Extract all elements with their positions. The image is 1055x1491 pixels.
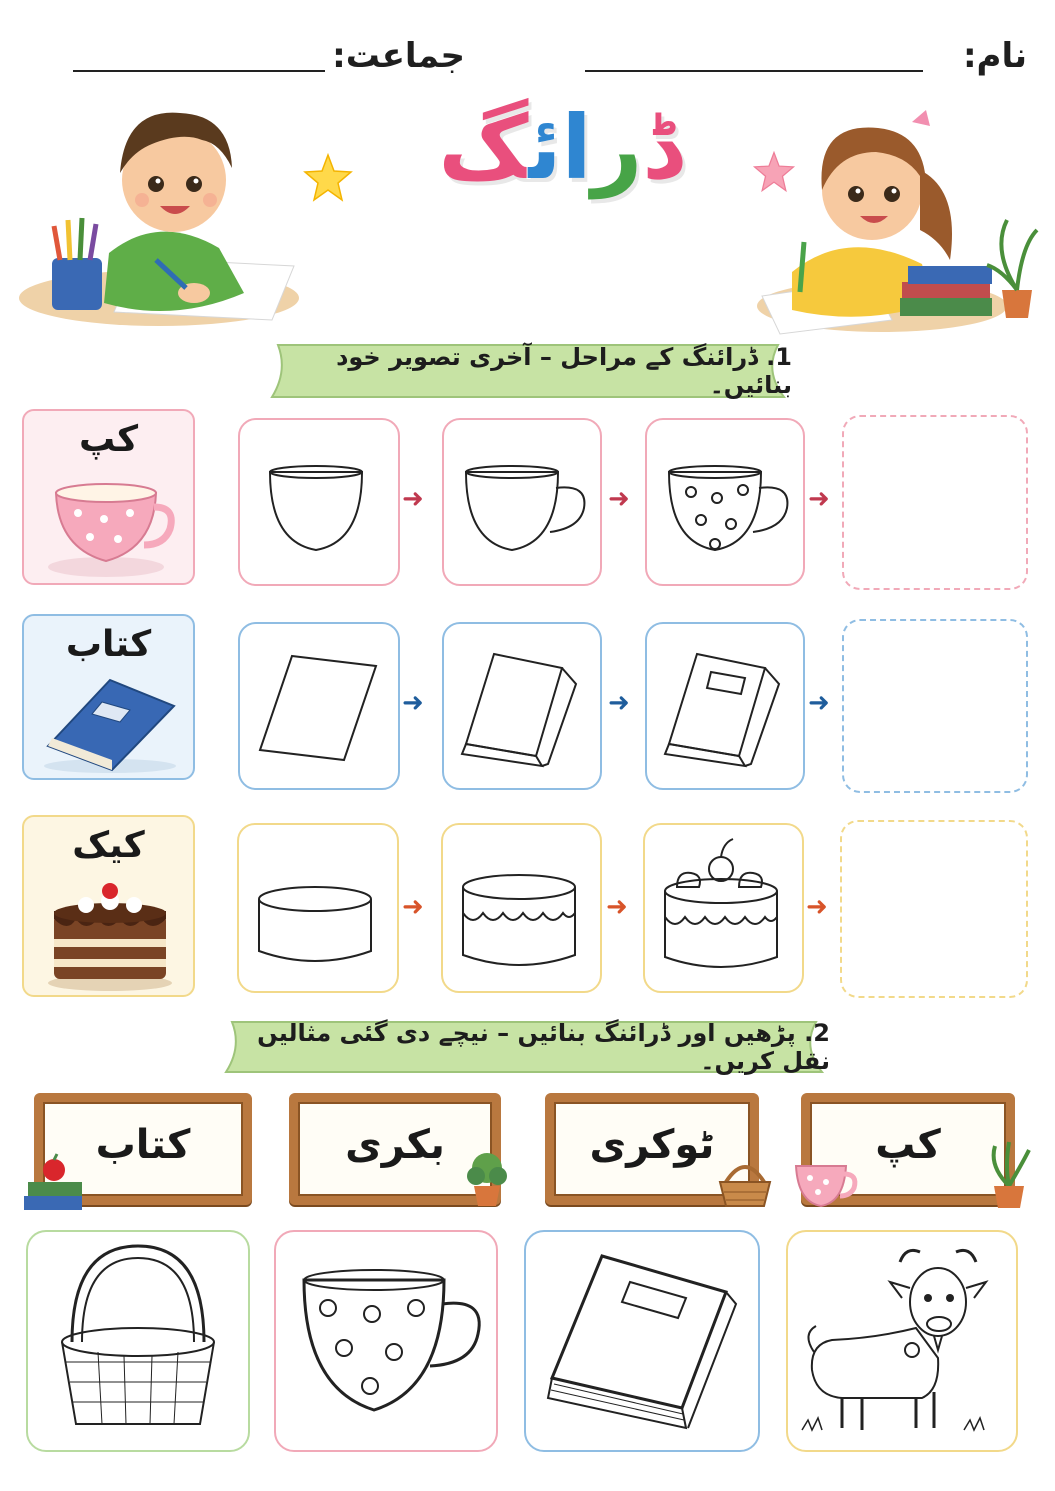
- cup-drawing-card: [274, 1230, 498, 1452]
- book-label: کتاب: [65, 624, 152, 665]
- book-drawing-card: [524, 1230, 760, 1452]
- cup-arrow-3: ➜: [808, 484, 830, 514]
- board-word-book: کتاب: [95, 1122, 191, 1168]
- cup-step-1-drawing: [240, 420, 398, 584]
- book-step-3-drawing: [647, 624, 803, 788]
- book-step-1-drawing: [240, 624, 398, 788]
- board-word-cup: کپ: [875, 1122, 941, 1168]
- cup-reference-card: [22, 409, 195, 585]
- cake-step-2-drawing: [443, 825, 600, 991]
- board-word-basket: ٹوکری: [589, 1122, 715, 1168]
- cake-drawing-area[interactable]: [840, 820, 1028, 998]
- class-field[interactable]: [73, 70, 325, 72]
- cake-color-icon: [44, 875, 178, 993]
- name-field[interactable]: [585, 70, 923, 72]
- pink-cup-icon: [790, 1160, 862, 1212]
- cake-reference-card: [22, 815, 195, 997]
- cake-arrow-1: ➜: [402, 892, 424, 922]
- basket-icon: [716, 1156, 774, 1210]
- goat-drawing-card: [786, 1230, 1018, 1452]
- cake-arrow-3: ➜: [806, 892, 828, 922]
- section1-instruction: 1. ڈرائنگ کے مراحل – آخری تصویر خود بنائیں۔: [336, 343, 792, 399]
- title-letter-4: گ: [438, 96, 529, 199]
- cake-arrow-2: ➜: [606, 892, 628, 922]
- section2-banner: [218, 1016, 830, 1078]
- cake-step-3-drawing: [645, 825, 802, 991]
- book-color-icon: [40, 674, 182, 774]
- cake-step-2: [441, 823, 602, 993]
- cup-step-3-drawing: [647, 420, 803, 584]
- book-arrow-1: ➜: [402, 688, 424, 718]
- basket-drawing-card: [26, 1230, 250, 1452]
- book-arrow-2: ➜: [608, 688, 630, 718]
- page-title: [380, 96, 740, 199]
- section1-banner: [264, 339, 792, 403]
- board-word-goat: بکری: [345, 1122, 445, 1168]
- cup-step-3: [645, 418, 805, 586]
- cup-arrow-2: ➜: [608, 484, 630, 514]
- boy-drawing-illustration: [14, 88, 304, 338]
- title-letter-3: ائ: [528, 96, 592, 199]
- cup-drawing: [276, 1232, 496, 1450]
- cup-arrow-1: ➜: [402, 484, 424, 514]
- section2-instruction: 2. پڑھیں اور ڈرائنگ بنائیں – نیچے دی گئی مثالیں نقل کریں۔: [257, 1019, 830, 1075]
- books-apple-icon: [20, 1150, 90, 1216]
- plant-pot-icon: [984, 1140, 1034, 1212]
- title-letter-2: ر: [591, 96, 643, 199]
- name-label: نام:: [962, 36, 1027, 76]
- book-step-3: [645, 622, 805, 790]
- book-step-2: [442, 622, 602, 790]
- cup-color-icon: [46, 479, 176, 579]
- cup-label: کپ: [78, 419, 139, 460]
- cup-step-1: [238, 418, 400, 586]
- cake-step-3: [643, 823, 804, 993]
- book-drawing: [526, 1232, 758, 1450]
- book-reference-card: [22, 614, 195, 780]
- book-step-2-drawing: [444, 624, 600, 788]
- basket-drawing: [28, 1232, 248, 1450]
- yellow-star-icon: [302, 152, 354, 204]
- cup-step-2: [442, 418, 602, 586]
- book-arrow-3: ➜: [808, 688, 830, 718]
- book-drawing-area[interactable]: [842, 619, 1028, 793]
- cake-step-1-drawing: [239, 825, 397, 991]
- potted-plant-icon: [462, 1150, 512, 1210]
- cake-step-1: [237, 823, 399, 993]
- girl-drawing-illustration: [752, 100, 1042, 340]
- cake-label: کیک: [72, 825, 145, 866]
- goat-drawing: [788, 1232, 1016, 1450]
- book-step-1: [238, 622, 400, 790]
- class-label: جماعت:: [332, 36, 465, 76]
- title-letter-1: ڈ: [642, 96, 682, 199]
- cup-step-2-drawing: [444, 420, 600, 584]
- cup-drawing-area[interactable]: [842, 415, 1028, 590]
